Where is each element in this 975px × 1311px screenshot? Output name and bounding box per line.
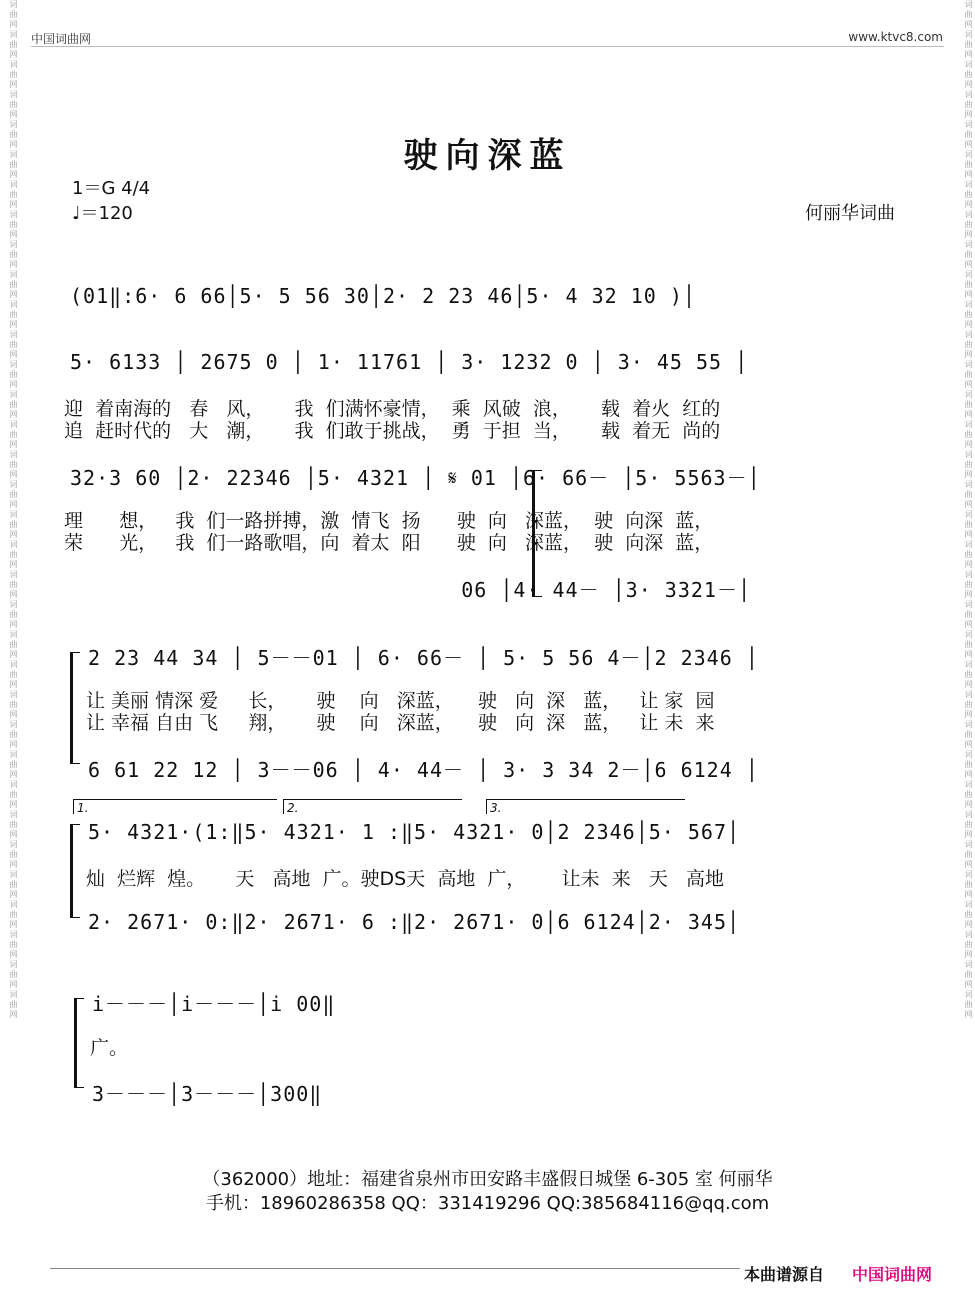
line1-lyric-verse2: 追 赶时代的 大 潮， 我 们敢于挑战， 勇 于担 当， 载 着无 尚的: [64, 420, 721, 442]
system-bracket: [74, 998, 84, 1088]
song-title: 驶向深蓝: [403, 136, 572, 176]
header-divider: [31, 46, 944, 47]
volta-first-ending: 1.: [73, 799, 277, 814]
line1-notes: 5· 6133 │ 2675 0 │ 1· 11761 │ 3· 1232 0 │ 3· 45 55 │: [70, 350, 749, 374]
line3-lyric-verse2: 让 幸福 自由 飞 翔， 驶 向 深蓝， 驶 向 深 蓝， 让 未 来: [86, 712, 715, 734]
line4-harmony-notes: 2· 2671· 0:‖2· 2671· 6 :‖2· 2671· 0│6 6124│2· 345│: [88, 910, 741, 934]
system-bracket: [70, 652, 80, 764]
line2-harmony-notes: 06 │4· 44－ │3· 3321－│: [70, 578, 752, 602]
site-name: 中国词曲网: [31, 32, 92, 46]
line3-harmony-notes: 6 61 22 12 │ 3－－06 │ 4· 44－ │ 3· 3 34 2－│6 6124 │: [88, 758, 759, 782]
volta-third-ending: 3.: [486, 799, 685, 814]
line5-notes: i－－－│i－－－│i 00‖: [92, 992, 336, 1016]
footer-divider: [50, 1268, 740, 1269]
line2-lyric-verse1: 理 想， 我 们一路拼搏，激 情飞 扬 驶 向 深蓝， 驶 向深 蓝，: [64, 510, 714, 532]
line5-harmony-notes: 3－－－│3－－－│300‖: [92, 1082, 323, 1106]
line3-notes: 2 23 44 34 │ 5－－01 │ 6· 66－ │ 5· 5 56 4－│2 2346 │: [88, 646, 759, 670]
source-label: 本曲谱源自: [744, 1265, 825, 1284]
line1-lyric-verse1: 迎 着南海的 春 风， 我 们满怀豪情， 乘 风破 浪， 载 着火 红的: [64, 398, 721, 420]
key-signature: 1＝G 4/4: [72, 178, 151, 199]
line4-lyric: 灿 烂辉 煌。 天 高地 广。驶DS天 高地 广， 让未 来 天 高地: [86, 868, 724, 890]
footer-contact: 手机：18960286358 QQ：331419296 QQ:385684116@qq.com: [205, 1193, 770, 1214]
tempo-marking: ♩＝120: [72, 203, 133, 224]
line2-lyric-verse2: 荣 光， 我 们一路歌唱，向 着太 阳 驶 向 深蓝， 驶 向深 蓝，: [64, 532, 714, 554]
author-credit: 何丽华词曲: [805, 203, 895, 224]
line4-notes: 5· 4321·(1:‖5· 4321· 1 :‖5· 4321· 0│2 2346│5· 567│: [88, 820, 741, 844]
intro-notes: (01‖:6· 6 66│5· 5 56 30│2· 2 23 46│5· 4 32 10 )│: [70, 284, 696, 308]
site-url: www.ktvc8.com: [848, 30, 943, 44]
line5-lyric: 广。: [90, 1037, 129, 1059]
watermark-strip-right: 词曲网词曲网词曲网词曲网词曲网词曲网词曲网词曲网词曲网词曲网词曲网词曲网词曲网词曲网词曲网词曲网词曲网词曲网词曲网词曲网词曲网词曲网词曲网词曲网词曲网词曲网词曲网词曲网词曲网词曲网词曲网词曲网词曲网词曲网: [964, 0, 973, 1020]
footer-address: （362000）地址：福建省泉州市田安路丰盛假日城堡 6-305 室 何丽华: [202, 1169, 773, 1190]
line2-notes: 32·3 60 │2· 22346 │5· 4321 │ 𝄋 01 │6· 66－ │5· 5563－│: [70, 466, 761, 490]
watermark-strip-left: 词曲网词曲网词曲网词曲网词曲网词曲网词曲网词曲网词曲网词曲网词曲网词曲网词曲网词曲网词曲网词曲网词曲网词曲网词曲网词曲网词曲网词曲网词曲网词曲网词曲网词曲网词曲网词曲网词曲网词曲网词曲网词曲网词曲网词曲网: [9, 0, 18, 1020]
line3-lyric-verse1: 让 美丽 情深 爱 长， 驶 向 深蓝， 驶 向 深 蓝， 让 家 园: [86, 690, 715, 712]
system-bracket: [70, 824, 80, 918]
source-site-link[interactable]: 中国词曲网: [852, 1265, 933, 1284]
volta-second-ending: 2.: [283, 799, 462, 814]
